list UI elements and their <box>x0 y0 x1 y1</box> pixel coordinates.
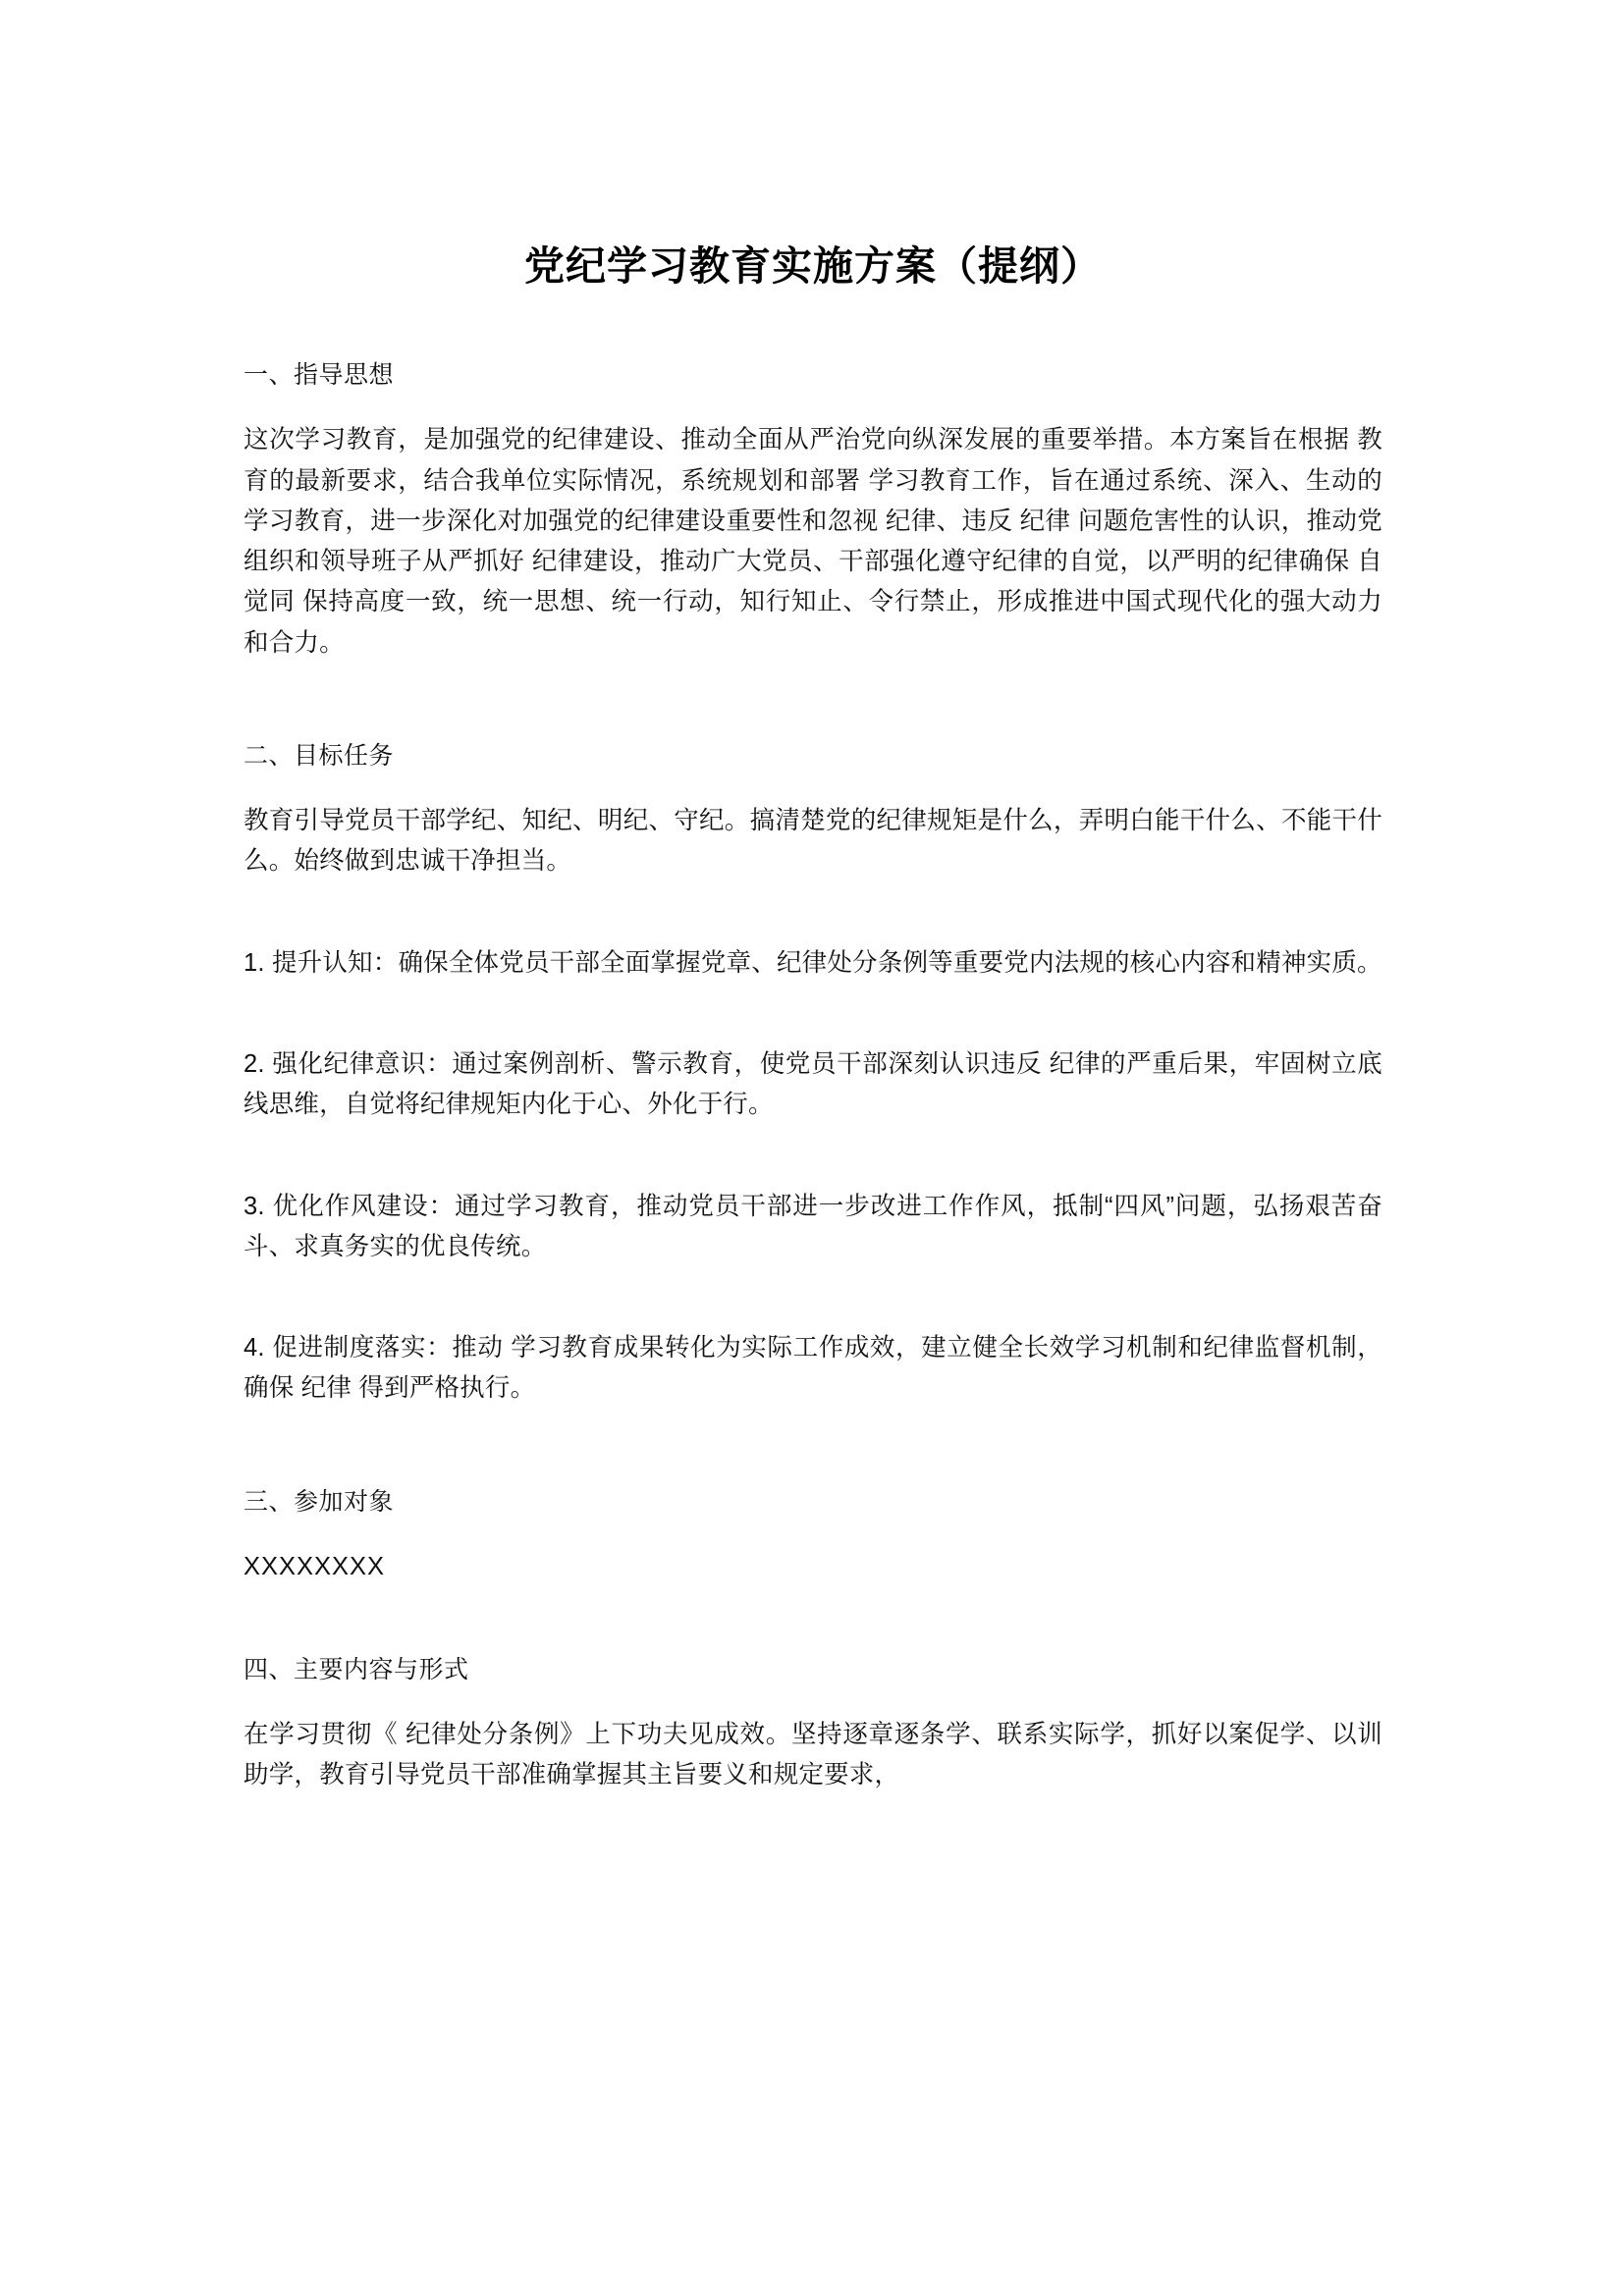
participants-placeholder: XXXXXXXX <box>244 1552 386 1580</box>
paragraph-spacer <box>244 1307 1382 1328</box>
document-body <box>244 240 1382 1832</box>
section-spacer <box>244 703 1382 736</box>
section-heading-guiding-ideology: 一、指导思想 <box>244 361 395 390</box>
section-spacer <box>244 1617 1382 1650</box>
section-spacer <box>244 1449 1382 1482</box>
paragraph-spacer <box>244 922 1382 943</box>
section-paragraph: 教育引导党员干部学纪、知纪、明纪、守纪。搞清楚党的纪律规矩是什么，弄明白能干什么、不能干什么。始终做到忠诚干净担当。 <box>244 807 1382 876</box>
objective-item-4: 4. 促进制度落实：推动 学习教育成果转化为实际工作成效，建立健全长效学习机制和纪律监督机制，确保 纪律 得到严格执行。 <box>244 1334 1382 1403</box>
paragraph-spacer <box>244 1023 1382 1044</box>
objective-item-1: 1. 提升认知：确保全体党员干部全面掌握党章、纪律处分条例等重要党内法规的核心内容和精神实质。 <box>244 948 1382 977</box>
objective-item-2: 2. 强化纪律意识：通过案例剖析、警示教育，使党员干部深刻认识违反 纪律的严重后果，牢固树立底线思维，自觉将纪律规矩内化于心、外化于行。 <box>244 1049 1382 1119</box>
section-heading-objectives: 二、目标任务 <box>244 742 395 771</box>
section-paragraph: 在学习贯彻《 纪律处分条例》上下功夫见成效。坚持逐章逐条学、联系实际学，抓好以案促学、以训助学，教育引导党员干部准确掌握其主旨要义和规定要求， <box>244 1721 1382 1789</box>
page-title: 党纪学习教育实施方案（提纲） <box>524 243 1102 289</box>
section-paragraph: 这次学习教育，是加强党的纪律建设、推动全面从严治党向纵深发展的重要举措。本方案旨在根据 教育的最新要求，结合我单位实际情况，系统规划和部署 学习教育工作，旨在通过系统、深入、生动的学习教育，进一步深化对加强党的纪律建设重要性和忽视 纪律、违反 纪律 问题危害性的认识，推动党组织和领导班子从严抓好 纪律建设，推动广大党员、干部强化遵守纪律的自觉，以严明的纪律确保 自觉同 保持高度一致，统一思想、统一行动，知行知止、令行禁止，形成推进中国式现代化的强大动力和合力。 <box>244 426 1382 657</box>
paragraph-spacer <box>244 1165 1382 1187</box>
objective-item-3: 3. 优化作风建设：通过学习教育，推动党员干部进一步改进工作作风，抵制“四风”问题，弘扬艰苦奋斗、求真务实的优良传统。 <box>244 1192 1382 1260</box>
section-heading-content-and-форм: 四、主要内容与形式 <box>244 1656 469 1684</box>
section-heading-participants: 三、参加对象 <box>244 1487 395 1516</box>
